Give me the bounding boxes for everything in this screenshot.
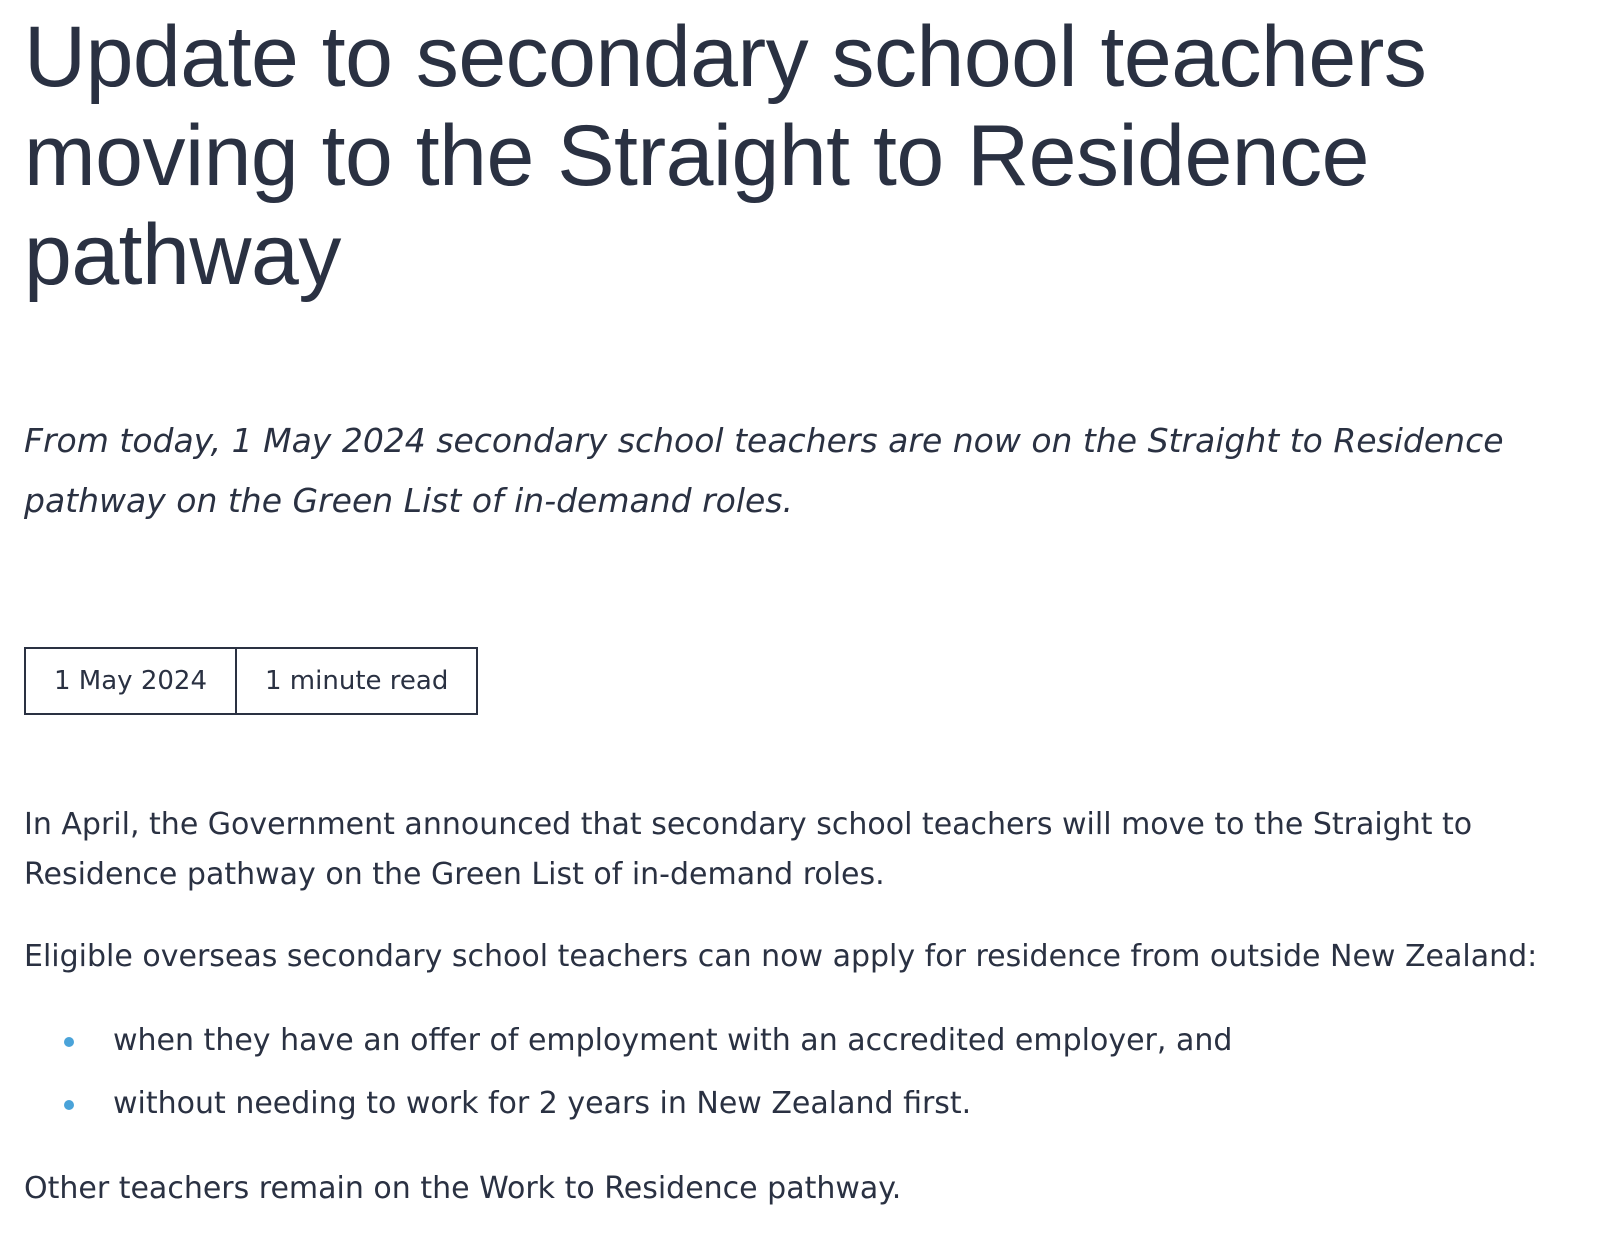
article — [24, 0, 1594, 1206]
bullet-icon — [64, 1037, 74, 1047]
publish-date: 1 May 2024 — [54, 666, 207, 696]
eligibility-list — [24, 1016, 1232, 1142]
paragraph-eligibility: Eligible overseas secondary school teachers can now apply for residence from outside New Zealand: — [24, 939, 1538, 974]
list-item-text: when they have an offer of employment with an accredited employer, and — [113, 1023, 1233, 1058]
article-meta — [24, 647, 478, 715]
read-time: 1 minute read — [235, 649, 476, 713]
list-item-text: without needing to work for 2 years in New Zealand first. — [113, 1086, 972, 1121]
page-title: Update to secondary school teachers moving to the Straight to Residence pathway — [24, 9, 1427, 303]
article-lead: From today, 1 May 2024 secondary school teachers are now on the Straight to Residence pathway on the Green List of in-demand roles. — [24, 421, 1504, 520]
list-item — [24, 1016, 1232, 1079]
list-item — [24, 1079, 1232, 1142]
paragraph-other-teachers: Other teachers remain on the Work to Residence pathway. — [24, 1171, 902, 1206]
paragraph-announcement: In April, the Government announced that secondary school teachers will move to the Straight to Residence pathway on the Green List of in-demand roles. — [24, 807, 1473, 892]
bullet-icon — [64, 1100, 74, 1110]
